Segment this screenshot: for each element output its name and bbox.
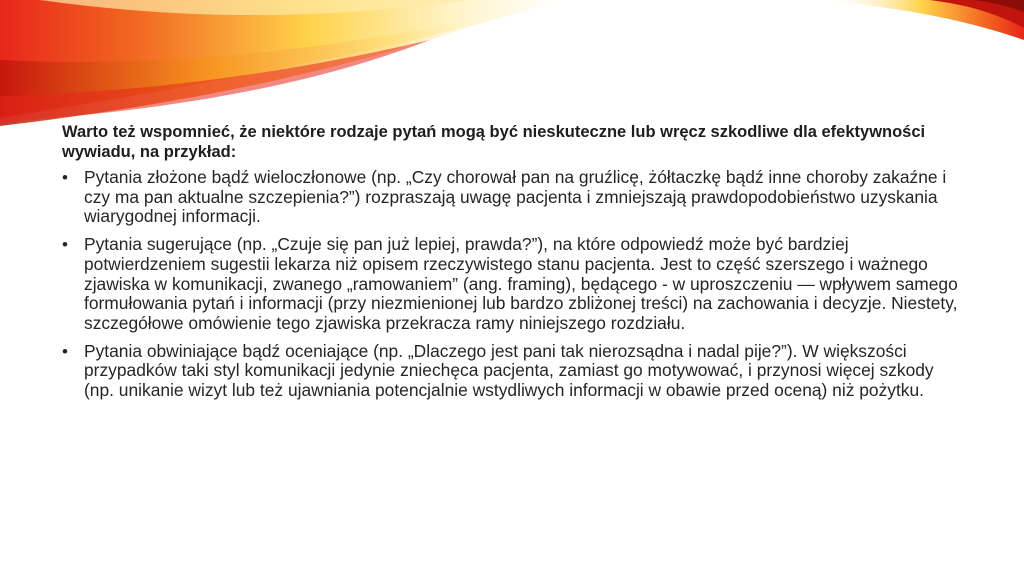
bullet-icon: • [62,235,68,255]
intro-paragraph: Warto też wspomnieć, że niektóre rodzaje pytań mogą być nieskuteczne lub wręcz szkodliwe dla efektywności wywiadu, na przykład: [62,123,926,161]
list-item [62,342,962,401]
bullet-list [62,168,962,401]
bullet-icon: • [62,341,68,361]
decorative-ribbon-banner [0,0,1024,140]
list-item-text: Pytania obwiniające bądź oceniające (np. „Dlaczego jest pani tak nierozsądna i nadal pije?”). W większości przypadków taki styl komunikacji jedynie zniechęca pacjenta, zamiast go motywować, i przynosi więcej szkody (np. unikanie wizyt lub też ujawniania potencjalnie wstydliwych informacji w obawie przed oceną) niż pożytku. [84,340,934,401]
list-item-text: Pytania złożone bądź wieloczłonowe (np. „Czy chorował pan na gruźlicę, żółtaczkę bądź inne choroby zakaźne i czy ma pan aktualne szczepienia?”) rozpraszają uwagę pacjenta i zmniejszają prawdopodobieństwo uzyskania wiarygodnej informacji. [84,167,947,227]
list-item [62,168,962,227]
list-item [62,235,962,334]
slide-content [62,122,962,409]
bullet-icon: • [62,168,68,187]
list-item-text: Pytania sugerujące (np. „Czuje się pan już lepiej, prawda?”), na które odpowiedź może być bardziej potwierdzeniem sugestii lekarza niż opisem rzeczywistego stanu pacjenta. Jest to część szerszego i ważnego zjawiska w komunikacji, zwanego „ramowaniem” (ang. framing), będącego - w uproszczeniu — wpływem samego formułowania pytań i informacji (przy niezmienionej lub bardzo zbliżonej treści) na zachowania i decyzje. Niestety, szczegółowe omówienie tego zjawiska przekracza ramy niniejszego rozdziału. [84,234,958,333]
